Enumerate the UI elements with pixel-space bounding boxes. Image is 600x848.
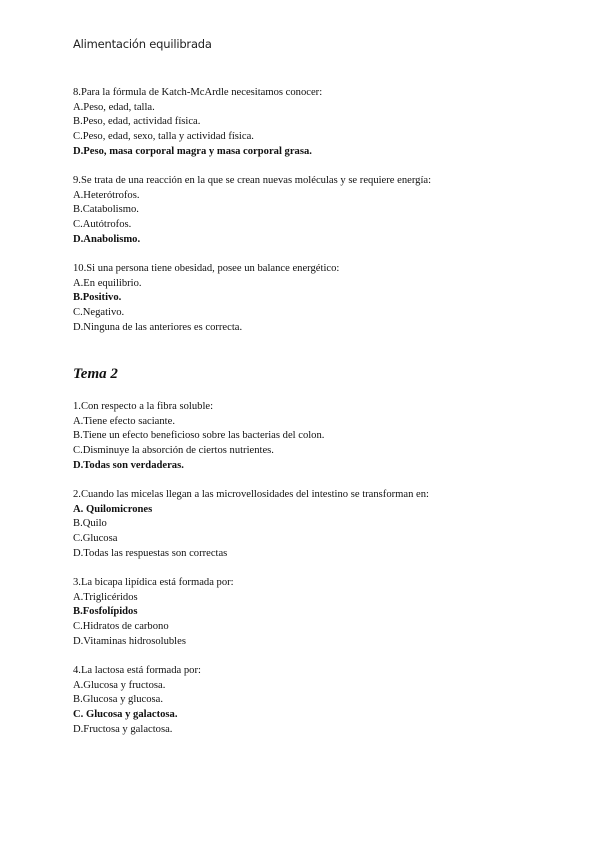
option-b: B.Peso, edad, actividad física. (73, 116, 201, 128)
option-a: A.Tiene efecto saciante. (73, 415, 175, 427)
option-c: C.Glucosa (73, 533, 118, 545)
option-b: B.Catabolismo. (73, 204, 139, 216)
question-text: 3.La bicapa lipídica está formada por: (73, 577, 234, 588)
option-d: D.Fructosa y galactosa. (73, 723, 173, 735)
option-c: C.Autótrofos. (73, 219, 132, 231)
option-a: A.En equilibrio. (73, 277, 142, 289)
option-d-correct: D.Anabolismo. (73, 233, 141, 245)
option-b-correct: B.Fosfolípidos (73, 606, 138, 618)
option-b: B.Quilo (73, 518, 107, 530)
question-block-10 (73, 262, 553, 335)
option-c: C.Hidratos de carbono (73, 621, 169, 633)
question-block-t2-4 (73, 664, 553, 737)
option-a: A.Peso, edad, talla. (73, 101, 155, 113)
question-text: 1.Con respecto a la fibra soluble: (73, 401, 214, 412)
question-text: 10.Si una persona tiene obesidad, posee un balance energético: (73, 263, 340, 274)
option-a-correct: A. Quilomicrones (73, 503, 153, 515)
page-header-title: Alimentación equilibrada (73, 37, 212, 51)
question-block-9 (73, 174, 553, 247)
option-b: B.Glucosa y glucosa. (73, 694, 164, 706)
option-b-correct: B.Positivo. (73, 292, 122, 304)
option-c-correct: C. Glucosa y galactosa. (73, 709, 178, 721)
question-block-t2-3 (73, 576, 553, 649)
option-d-correct: D.Todas son verdaderas. (73, 459, 184, 471)
option-d-correct: D.Peso, masa corporal magra y masa corporal grasa. (73, 145, 312, 157)
option-d: D.Todas las respuestas son correctas (73, 547, 228, 559)
question-block-t2-1 (73, 400, 553, 473)
option-c: C.Disminuye la absorción de ciertos nutrientes. (73, 445, 274, 457)
question-text: 8.Para la fórmula de Katch-McArdle necesitamos conocer: (73, 87, 323, 98)
question-text: 9.Se trata de una reacción en la que se crean nuevas moléculas y se requiere energía: (73, 175, 432, 186)
option-d: D.Vitaminas hidrosolubles (73, 635, 186, 647)
option-a: A.Triglicéridos (73, 591, 138, 603)
option-c: C.Negativo. (73, 307, 125, 319)
section-title: Tema 2 (73, 366, 118, 382)
option-d: D.Ninguna de las anteriores es correcta. (73, 321, 243, 333)
option-a: A.Heterótrofos. (73, 189, 140, 201)
question-block-8 (73, 86, 553, 159)
question-text: 4.La lactosa está formada por: (73, 665, 201, 676)
option-b: B.Tiene un efecto beneficioso sobre las bacterias del colon. (73, 430, 325, 442)
option-c: C.Peso, edad, sexo, talla y actividad física. (73, 131, 254, 143)
option-a: A.Glucosa y fructosa. (73, 679, 166, 691)
question-block-t2-2 (73, 488, 553, 561)
question-text: 2.Cuando las micelas llegan a las microvellosidades del intestino se transforman en: (73, 489, 429, 500)
